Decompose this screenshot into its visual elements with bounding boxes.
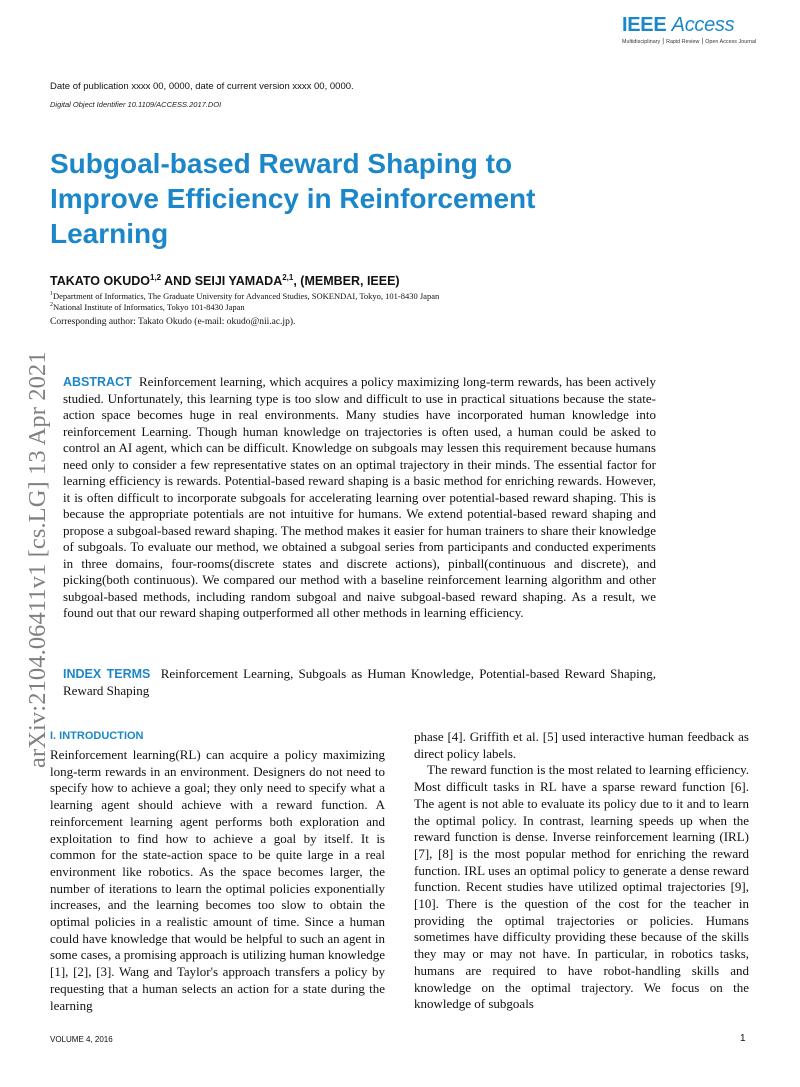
- abstract-text: Reinforcement learning, which acquires a policy maximizing long-term rewards, has been actively studied. Unfortunately, this learning type is too slow and difficult to use in practical situations because the state-action space becomes huge in real environments. Many studies have incorporated human knowledge into reinforcement Learning. Though human knowledge on trajectories is often used, a human could be asked to control an AI agent, which can be difficult. Knowledge on subgoals may lessen this requirement because humans need only to consider a few representative states on an optimal trajectory in their minds. The essential factor for learning efficiency is rewards. Potential-based reward shaping is a basic method for enriching rewards. However, it is often difficult to incorporate subgoals for accelerating learning over potential-based reward shaping. This is because the appropriate potentials are not intuitive for humans. We extend potential-based reward shaping and propose a subgoal-based reward shaping. The method makes it easier for human trainers to share their knowledge of subgoals. To evaluate our method, we obtained a subgoal series from participants and conducted experiments in three domains, four-rooms(discrete states and discrete actions), pinball(continuous and discrete), and picking(both continuous). We compared our method with a baseline reinforcement learning algorithm and other subgoal-based methods, including random subgoal and naive subgoal-based reward shaping. As a result, we found out that our reward shaping outperformed all other methods in learning efficiency.: [63, 374, 656, 620]
- paper-title: [50, 146, 610, 251]
- doi: Digital Object Identifier 10.1109/ACCESS.2017.DOI: [50, 100, 222, 109]
- title-line: Subgoal-based Reward Shaping to: [50, 148, 513, 179]
- body-column-left: [50, 747, 385, 1014]
- logo-tagline: Multidisciplinary ⎮ Rapid Review ⎮ Open Access Journal: [622, 39, 757, 45]
- author-membership: , (MEMBER, IEEE): [293, 274, 400, 289]
- index-terms-heading: INDEX TERMS: [63, 667, 151, 681]
- publication-date: Date of publication xxxx 00, 0000, date of current version xxxx 00, 0000.: [50, 81, 354, 92]
- footer-volume: VOLUME 4, 2016: [50, 1035, 113, 1044]
- logo-brand-sub: Access: [671, 14, 735, 36]
- paragraph: Reinforcement learning(RL) can acquire a policy maximizing long-term rewards in an environment. Designers do not need to specify how to achieve a goal; they only need to specify what a learning agent should achieve with a reward function. A reinforcement learning agent performs both exploration and exploitation to find how to achieve a goal by itself. It is common for the state-action space to be quite large in a real environment like robotics. As the space becomes larger, the number of iterations to learn the optimal policies exponentially increases, and the learning becomes too slow to obtain the optimal policies in a realistic amount of time. Since a human could have knowledge that would be helpful to such an agent in some cases, a promising approach is utilizing human knowledge [1], [2], [3]. Wang and Taylor's approach transfers a policy by requesting that a human selects an action for a state during the learning: [50, 747, 385, 1013]
- affiliation-1: [50, 291, 439, 301]
- section-heading-introduction: I. INTRODUCTION: [50, 730, 144, 742]
- author-1-affiliation: 1,2: [150, 273, 162, 282]
- page-number: 1: [740, 1033, 746, 1044]
- abstract-heading: ABSTRACT: [63, 375, 132, 389]
- logo-wordmark: [622, 14, 752, 36]
- affiliation-marker: 2: [50, 302, 53, 309]
- paragraph: phase [4]. Griffith et al. [5] used interactive human feedback as direct policy labels.: [414, 729, 749, 761]
- author-line: [50, 273, 400, 288]
- affiliation-text: Department of Informatics, The Graduate University for Advanced Studies, SOKENDAI, Tokyo, 101-8430 Japan: [53, 291, 440, 301]
- corresponding-author: Corresponding author: Takato Okudo (e-mail: okudo@nii.ac.jp).: [50, 317, 296, 327]
- paragraph: The reward function is the most related to learning efficiency. Most difficult tasks in RL have a sparse reward function [6]. The agent is not able to evaluate its policy due to it and to learn the optimal policy. In contrast, learning speeds up when the reward function is dense. Inverse reinforcement learning (IRL) [7], [8] is the most popular method for enriching the reward function. IRL uses an optimal policy to generate a dense reward function. Recent studies have utilized optimal trajectories [9], [10]. There is the question of the cost for the teacher in providing the optimal trajectories or policies. Humans sometimes have difficulty providing these because of the skills they may or may not have. In particular, in robotics tasks, humans are required to have robot-handling skills and knowledge on the optimal trajectory. We focus on the knowledge of subgoals: [414, 762, 749, 1012]
- body-column-right: [414, 729, 749, 1013]
- index-terms: [63, 666, 656, 699]
- title-line: Learning: [50, 218, 169, 249]
- affiliation-marker: 1: [50, 291, 53, 298]
- author-2-affiliation: 2,1: [282, 273, 294, 282]
- author-1: TAKATO OKUDO: [50, 274, 150, 289]
- logo-brand: IEEE: [622, 14, 667, 36]
- ieee-access-logo: [622, 14, 757, 58]
- title-line: Improve Efficiency in Reinforcement: [50, 183, 536, 214]
- affiliation-text: National Institute of Informatics, Tokyo 101-8430 Japan: [53, 302, 245, 312]
- author-2: AND SEIJI YAMADA: [161, 274, 283, 289]
- abstract: [63, 374, 656, 622]
- arxiv-stamp: arXiv:2104.06411v1 [cs.LG] 13 Apr 2021: [24, 351, 51, 768]
- affiliation-2: [50, 302, 245, 312]
- index-terms-text: Reinforcement Learning, Subgoals as Human Knowledge, Potential-based Reward Shaping, Reward Shaping: [63, 666, 656, 698]
